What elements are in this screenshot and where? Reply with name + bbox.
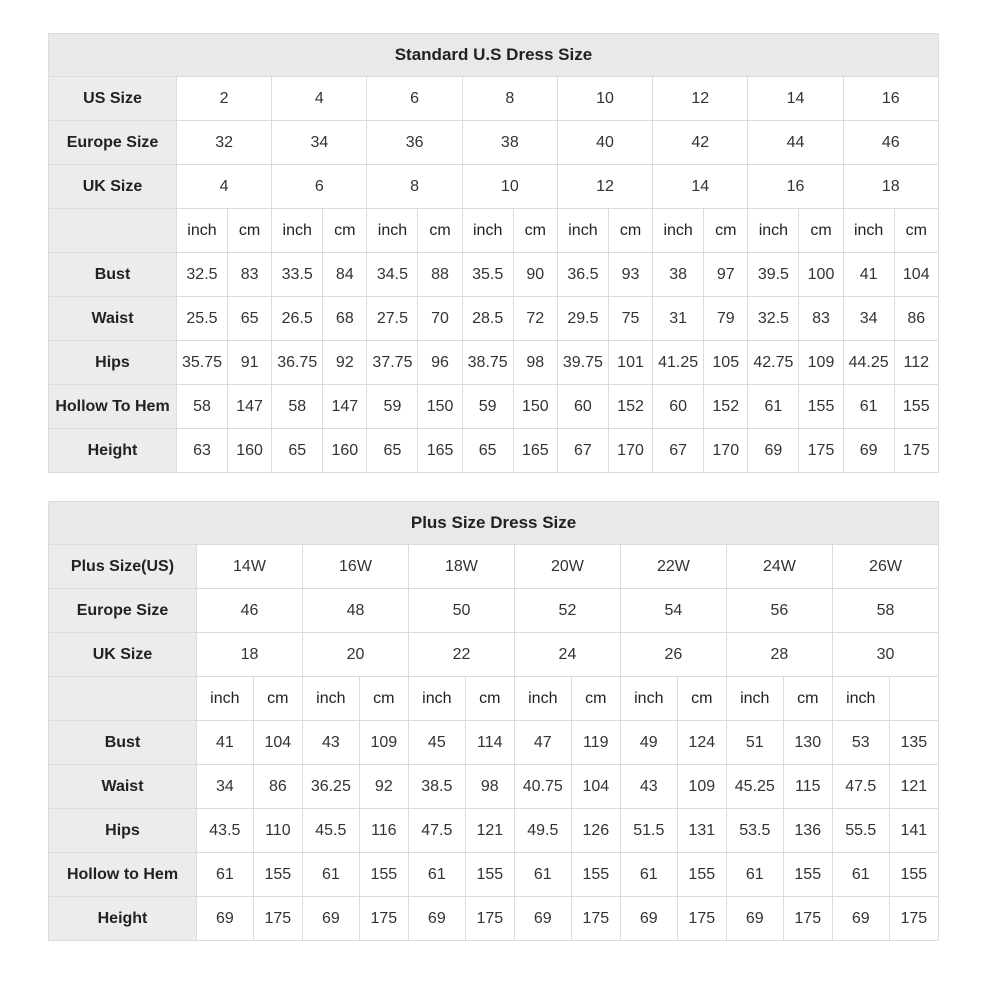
- row-label-empty: [49, 677, 197, 721]
- measure-value: 96: [418, 341, 462, 385]
- measure-value: 100: [799, 253, 843, 297]
- measure-value: 165: [513, 429, 557, 473]
- unit-label: cm: [608, 209, 652, 253]
- measure-value: 175: [894, 429, 938, 473]
- size-value: 28: [726, 633, 832, 677]
- measure-value: 98: [513, 341, 557, 385]
- measure-value: 61: [843, 385, 894, 429]
- unit-label: cm: [323, 209, 367, 253]
- unit-label: inch: [408, 677, 465, 721]
- measure-value: 175: [889, 897, 938, 941]
- measure-value: 67: [653, 429, 704, 473]
- size-value: 58: [832, 589, 938, 633]
- measure-value: 75: [608, 297, 652, 341]
- row-label: Waist: [49, 765, 197, 809]
- measure-value: 101: [608, 341, 652, 385]
- row-label: UK Size: [49, 633, 197, 677]
- row-label: Europe Size: [49, 121, 177, 165]
- measure-value: 170: [704, 429, 748, 473]
- measure-value: 155: [571, 853, 620, 897]
- measure-value: 84: [323, 253, 367, 297]
- measure-value: 32.5: [748, 297, 799, 341]
- size-value: 42: [653, 121, 748, 165]
- size-value: 14W: [197, 545, 303, 589]
- measure-value: 69: [302, 897, 359, 941]
- measure-value: 65: [462, 429, 513, 473]
- measure-value: 60: [653, 385, 704, 429]
- measure-value: 61: [197, 853, 254, 897]
- row-label: Waist: [49, 297, 177, 341]
- unit-label: inch: [653, 209, 704, 253]
- measure-value: 38: [653, 253, 704, 297]
- measure-value: 61: [302, 853, 359, 897]
- measure-row: [49, 429, 939, 473]
- measure-value: 150: [418, 385, 462, 429]
- unit-label: cm: [227, 209, 271, 253]
- size-value: 48: [302, 589, 408, 633]
- measure-value: 34: [197, 765, 254, 809]
- row-label: Bust: [49, 721, 197, 765]
- size-value: 4: [272, 77, 367, 121]
- measure-row: [49, 765, 939, 809]
- row-label: Height: [49, 429, 177, 473]
- measure-value: 175: [359, 897, 408, 941]
- unit-label: cm: [253, 677, 302, 721]
- size-value: 22: [408, 633, 514, 677]
- measure-value: 115: [783, 765, 832, 809]
- measure-value: 70: [418, 297, 462, 341]
- size-row: [49, 589, 939, 633]
- measure-value: 65: [367, 429, 418, 473]
- size-value: 6: [272, 165, 367, 209]
- row-label: US Size: [49, 77, 177, 121]
- measure-value: 114: [465, 721, 514, 765]
- measure-value: 26.5: [272, 297, 323, 341]
- measure-value: 165: [418, 429, 462, 473]
- measure-value: 121: [465, 809, 514, 853]
- size-value: 12: [557, 165, 652, 209]
- measure-value: 28.5: [462, 297, 513, 341]
- measure-value: 35.75: [177, 341, 228, 385]
- measure-value: 130: [783, 721, 832, 765]
- measure-value: 97: [704, 253, 748, 297]
- measure-value: 170: [608, 429, 652, 473]
- measure-value: 147: [227, 385, 271, 429]
- measure-value: 69: [832, 897, 889, 941]
- unit-label: inch: [302, 677, 359, 721]
- measure-value: 175: [253, 897, 302, 941]
- size-value: 34: [272, 121, 367, 165]
- measure-value: 47.5: [408, 809, 465, 853]
- size-value: 2: [177, 77, 272, 121]
- measure-value: 39.75: [557, 341, 608, 385]
- unit-label: [889, 677, 938, 721]
- measure-value: 51: [726, 721, 783, 765]
- measure-value: 83: [799, 297, 843, 341]
- measure-value: 124: [677, 721, 726, 765]
- measure-value: 69: [843, 429, 894, 473]
- size-value: 20W: [514, 545, 620, 589]
- unit-label: inch: [748, 209, 799, 253]
- measure-value: 55.5: [832, 809, 889, 853]
- unit-label: inch: [557, 209, 608, 253]
- size-value: 56: [726, 589, 832, 633]
- measure-value: 65: [227, 297, 271, 341]
- measure-value: 45: [408, 721, 465, 765]
- measure-value: 69: [514, 897, 571, 941]
- measure-value: 44.25: [843, 341, 894, 385]
- size-value: 46: [197, 589, 303, 633]
- measure-value: 47.5: [832, 765, 889, 809]
- size-value: 8: [462, 77, 557, 121]
- measure-value: 147: [323, 385, 367, 429]
- measure-value: 43: [302, 721, 359, 765]
- size-value: 36: [367, 121, 462, 165]
- measure-value: 160: [227, 429, 271, 473]
- measure-value: 27.5: [367, 297, 418, 341]
- row-label: Plus Size(US): [49, 545, 197, 589]
- title-row: [49, 34, 939, 77]
- unit-label: cm: [571, 677, 620, 721]
- size-value: 16: [748, 165, 843, 209]
- measure-value: 35.5: [462, 253, 513, 297]
- measure-value: 155: [359, 853, 408, 897]
- measure-value: 25.5: [177, 297, 228, 341]
- measure-value: 104: [894, 253, 938, 297]
- measure-value: 109: [359, 721, 408, 765]
- unit-label: inch: [177, 209, 228, 253]
- measure-value: 92: [323, 341, 367, 385]
- size-value: 50: [408, 589, 514, 633]
- measure-value: 63: [177, 429, 228, 473]
- size-value: 16: [843, 77, 938, 121]
- measure-value: 155: [783, 853, 832, 897]
- row-label: Bust: [49, 253, 177, 297]
- measure-value: 61: [748, 385, 799, 429]
- measure-value: 36.5: [557, 253, 608, 297]
- size-value: 54: [620, 589, 726, 633]
- measure-value: 67: [557, 429, 608, 473]
- size-value: 18: [843, 165, 938, 209]
- size-value: 26W: [832, 545, 938, 589]
- measure-value: 175: [677, 897, 726, 941]
- measure-value: 61: [620, 853, 677, 897]
- size-value: 32: [177, 121, 272, 165]
- row-label: UK Size: [49, 165, 177, 209]
- measure-value: 51.5: [620, 809, 677, 853]
- measure-value: 65: [272, 429, 323, 473]
- size-value: 14: [653, 165, 748, 209]
- unit-label: inch: [197, 677, 254, 721]
- size-value: 16W: [302, 545, 408, 589]
- measure-value: 58: [177, 385, 228, 429]
- size-value: 18: [197, 633, 303, 677]
- measure-row: [49, 385, 939, 429]
- measure-value: 40.75: [514, 765, 571, 809]
- measure-value: 105: [704, 341, 748, 385]
- measure-value: 86: [894, 297, 938, 341]
- measure-value: 109: [677, 765, 726, 809]
- title-row: [49, 502, 939, 545]
- size-row: [49, 633, 939, 677]
- measure-value: 126: [571, 809, 620, 853]
- row-label: Hips: [49, 341, 177, 385]
- measure-value: 79: [704, 297, 748, 341]
- size-value: 40: [557, 121, 652, 165]
- measure-value: 34: [843, 297, 894, 341]
- unit-label: inch: [843, 209, 894, 253]
- measure-value: 98: [465, 765, 514, 809]
- measure-value: 69: [748, 429, 799, 473]
- unit-label: inch: [367, 209, 418, 253]
- measure-value: 121: [889, 765, 938, 809]
- row-label-empty: [49, 209, 177, 253]
- measure-value: 83: [227, 253, 271, 297]
- unit-label: inch: [462, 209, 513, 253]
- measure-value: 41.25: [653, 341, 704, 385]
- measure-value: 61: [832, 853, 889, 897]
- measure-value: 29.5: [557, 297, 608, 341]
- measure-value: 135: [889, 721, 938, 765]
- measure-row: [49, 809, 939, 853]
- standard-size-table: [48, 33, 939, 473]
- measure-value: 155: [894, 385, 938, 429]
- measure-value: 41: [197, 721, 254, 765]
- measure-row: [49, 341, 939, 385]
- measure-value: 91: [227, 341, 271, 385]
- row-label: Height: [49, 897, 197, 941]
- measure-value: 109: [799, 341, 843, 385]
- measure-value: 104: [253, 721, 302, 765]
- size-row: [49, 77, 939, 121]
- measure-value: 31: [653, 297, 704, 341]
- measure-row: [49, 297, 939, 341]
- size-value: 10: [462, 165, 557, 209]
- measure-row: [49, 253, 939, 297]
- size-value: 22W: [620, 545, 726, 589]
- measure-value: 155: [799, 385, 843, 429]
- measure-value: 36.25: [302, 765, 359, 809]
- size-row: [49, 165, 939, 209]
- unit-label: cm: [783, 677, 832, 721]
- measure-value: 41: [843, 253, 894, 297]
- measure-value: 160: [323, 429, 367, 473]
- size-row: [49, 545, 939, 589]
- measure-value: 175: [465, 897, 514, 941]
- measure-value: 61: [514, 853, 571, 897]
- unit-label: inch: [620, 677, 677, 721]
- measure-value: 88: [418, 253, 462, 297]
- measure-value: 155: [465, 853, 514, 897]
- measure-value: 58: [272, 385, 323, 429]
- measure-value: 175: [799, 429, 843, 473]
- measure-value: 49: [620, 721, 677, 765]
- row-label: Hollow to Hem: [49, 853, 197, 897]
- measure-row: [49, 853, 939, 897]
- unit-label: cm: [894, 209, 938, 253]
- measure-value: 155: [677, 853, 726, 897]
- measure-value: 110: [253, 809, 302, 853]
- measure-value: 60: [557, 385, 608, 429]
- measure-value: 33.5: [272, 253, 323, 297]
- measure-value: 72: [513, 297, 557, 341]
- measure-value: 43.5: [197, 809, 254, 853]
- plus-size-table: [48, 501, 939, 941]
- size-value: 26: [620, 633, 726, 677]
- unit-label: inch: [726, 677, 783, 721]
- size-value: 4: [177, 165, 272, 209]
- measure-value: 59: [462, 385, 513, 429]
- measure-value: 53: [832, 721, 889, 765]
- measure-value: 45.5: [302, 809, 359, 853]
- unit-label: cm: [513, 209, 557, 253]
- size-value: 24W: [726, 545, 832, 589]
- row-label: Europe Size: [49, 589, 197, 633]
- measure-value: 32.5: [177, 253, 228, 297]
- measure-value: 53.5: [726, 809, 783, 853]
- size-value: 10: [557, 77, 652, 121]
- measure-row: [49, 721, 939, 765]
- unit-label: inch: [272, 209, 323, 253]
- measure-value: 136: [783, 809, 832, 853]
- size-row: [49, 121, 939, 165]
- size-value: 52: [514, 589, 620, 633]
- unit-label: inch: [832, 677, 889, 721]
- table-title: Standard U.S Dress Size: [49, 34, 939, 77]
- measure-value: 43: [620, 765, 677, 809]
- measure-value: 104: [571, 765, 620, 809]
- units-row: [49, 677, 939, 721]
- measure-value: 61: [408, 853, 465, 897]
- unit-label: cm: [704, 209, 748, 253]
- size-value: 44: [748, 121, 843, 165]
- size-value: 30: [832, 633, 938, 677]
- measure-value: 37.75: [367, 341, 418, 385]
- unit-label: cm: [418, 209, 462, 253]
- measure-value: 92: [359, 765, 408, 809]
- measure-value: 112: [894, 341, 938, 385]
- measure-value: 116: [359, 809, 408, 853]
- measure-value: 131: [677, 809, 726, 853]
- measure-value: 45.25: [726, 765, 783, 809]
- size-value: 12: [653, 77, 748, 121]
- units-row: [49, 209, 939, 253]
- size-value: 46: [843, 121, 938, 165]
- measure-value: 42.75: [748, 341, 799, 385]
- measure-value: 68: [323, 297, 367, 341]
- measure-value: 34.5: [367, 253, 418, 297]
- measure-value: 69: [197, 897, 254, 941]
- measure-value: 49.5: [514, 809, 571, 853]
- measure-value: 69: [408, 897, 465, 941]
- measure-value: 86: [253, 765, 302, 809]
- size-value: 14: [748, 77, 843, 121]
- measure-value: 61: [726, 853, 783, 897]
- measure-value: 39.5: [748, 253, 799, 297]
- measure-value: 155: [253, 853, 302, 897]
- measure-value: 175: [571, 897, 620, 941]
- unit-label: cm: [465, 677, 514, 721]
- measure-value: 69: [620, 897, 677, 941]
- measure-value: 119: [571, 721, 620, 765]
- row-label: Hips: [49, 809, 197, 853]
- size-value: 8: [367, 165, 462, 209]
- size-value: 20: [302, 633, 408, 677]
- size-value: 24: [514, 633, 620, 677]
- measure-value: 152: [608, 385, 652, 429]
- table-title: Plus Size Dress Size: [49, 502, 939, 545]
- measure-value: 141: [889, 809, 938, 853]
- measure-value: 38.75: [462, 341, 513, 385]
- measure-value: 36.75: [272, 341, 323, 385]
- measure-row: [49, 897, 939, 941]
- unit-label: inch: [514, 677, 571, 721]
- size-value: 18W: [408, 545, 514, 589]
- measure-value: 152: [704, 385, 748, 429]
- measure-value: 175: [783, 897, 832, 941]
- row-label: Hollow To Hem: [49, 385, 177, 429]
- size-value: 6: [367, 77, 462, 121]
- measure-value: 38.5: [408, 765, 465, 809]
- unit-label: cm: [359, 677, 408, 721]
- measure-value: 69: [726, 897, 783, 941]
- measure-value: 93: [608, 253, 652, 297]
- measure-value: 47: [514, 721, 571, 765]
- unit-label: cm: [799, 209, 843, 253]
- measure-value: 150: [513, 385, 557, 429]
- size-value: 38: [462, 121, 557, 165]
- unit-label: cm: [677, 677, 726, 721]
- measure-value: 155: [889, 853, 938, 897]
- measure-value: 90: [513, 253, 557, 297]
- measure-value: 59: [367, 385, 418, 429]
